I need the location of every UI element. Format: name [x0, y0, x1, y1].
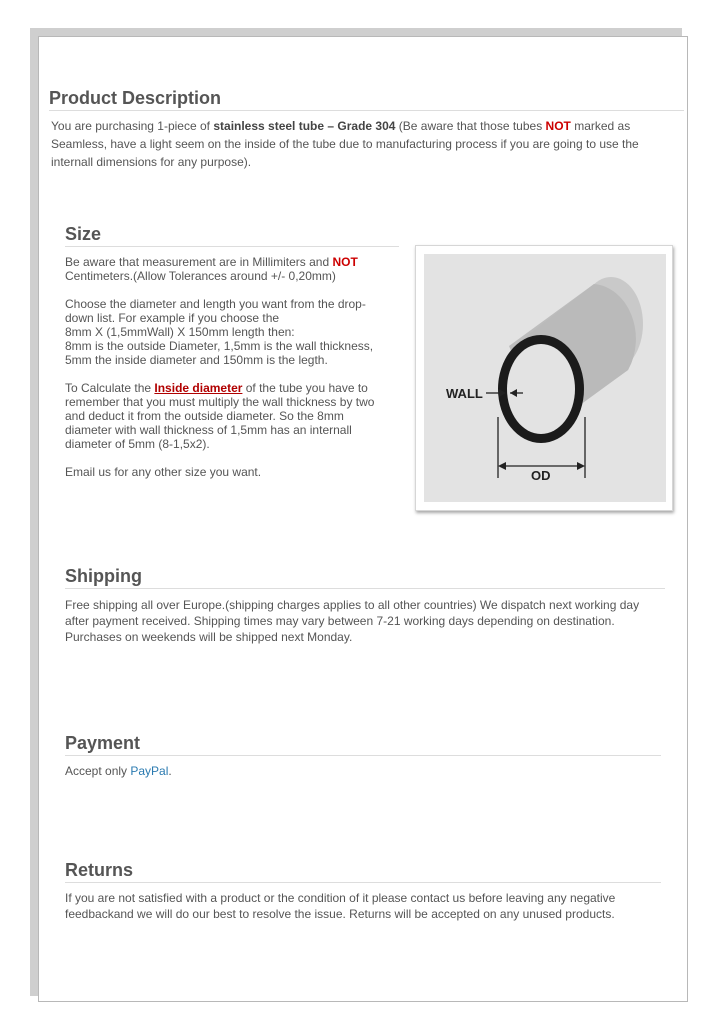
size-text [65, 255, 385, 493]
intro-not-emphasis: NOT [545, 119, 571, 133]
page-title: Product Description [49, 87, 684, 111]
size-paragraph-example [65, 297, 385, 367]
size-paragraph-calc [65, 381, 385, 451]
size-not-emphasis: NOT [332, 255, 358, 269]
page-shadow-left [30, 28, 38, 996]
paypal-link[interactable]: PayPal [130, 764, 169, 778]
size-text-span: Choose the diameter and length you want from the drop-down list. For example if you choose the [65, 297, 366, 325]
size-paragraph-units [65, 255, 385, 283]
size-text-span: of the tube you have to remember that you must multiply the wall thickness by two and deduct it from the outside diameter. So the 8mm diameter with wall thickness of 1,5mm has an internall diameter of 5mm (8-1,5x2). [65, 381, 375, 451]
payment-text [65, 764, 661, 778]
od-label: OD [531, 468, 551, 483]
intro-product-name: stainless steel tube – Grade 304 [213, 119, 396, 133]
size-text-span: 8mm is the outside Diameter, 1,5mm is the wall thickness, 5mm the inside diameter and 150mm is the legth. [65, 339, 374, 367]
size-heading: Size [65, 223, 399, 247]
returns-text: If you are not satisfied with a product or the condition of it please contact us before leaving any negative feedbackand we will do our best to resolve the issue. Returns will be accepted on any unused products. [65, 891, 616, 921]
intro-text: marked as Seamless, have a light seem on the inside of the tube due to manufacturing process if you are going to use the internall dimensions for any purpose). [51, 119, 639, 169]
payment-text-span: Accept only [65, 764, 131, 778]
page-shadow-top [30, 28, 682, 36]
size-text-span: To Calculate the [65, 381, 155, 395]
document-page [38, 36, 688, 1002]
returns-heading: Returns [65, 859, 661, 883]
tube-inner-hole [507, 344, 575, 434]
intro-text: You are purchasing 1-piece of [51, 119, 214, 133]
intro-paragraph [51, 117, 679, 171]
size-text-span: Centimeters.(Allow Tolerances around +/- 0,20mm) [65, 269, 336, 283]
intro-text: (Be aware that those tubes [395, 119, 546, 133]
inside-diameter-link[interactable]: Inside diameter [154, 381, 243, 395]
shipping-text: Free shipping all over Europe.(shipping charges applies to all other countries) We dispatch next working day after payment received. Shipping times may vary between 7-21 working days depending on destination. Purchases on weekends will be shipped next Monday. [65, 598, 640, 644]
wall-label: WALL [446, 386, 483, 401]
shipping-heading: Shipping [65, 565, 665, 589]
tube-diagram-frame [415, 245, 673, 511]
payment-heading: Payment [65, 732, 661, 756]
size-text-span: Be aware that measurement are in Millimiters and [65, 255, 333, 269]
tube-diagram [424, 254, 666, 502]
size-paragraph-email: Email us for any other size you want. [65, 465, 262, 479]
size-text-span: 8mm X (1,5mmWall) X 150mm length then: [65, 325, 295, 339]
payment-text-span: . [168, 764, 172, 778]
